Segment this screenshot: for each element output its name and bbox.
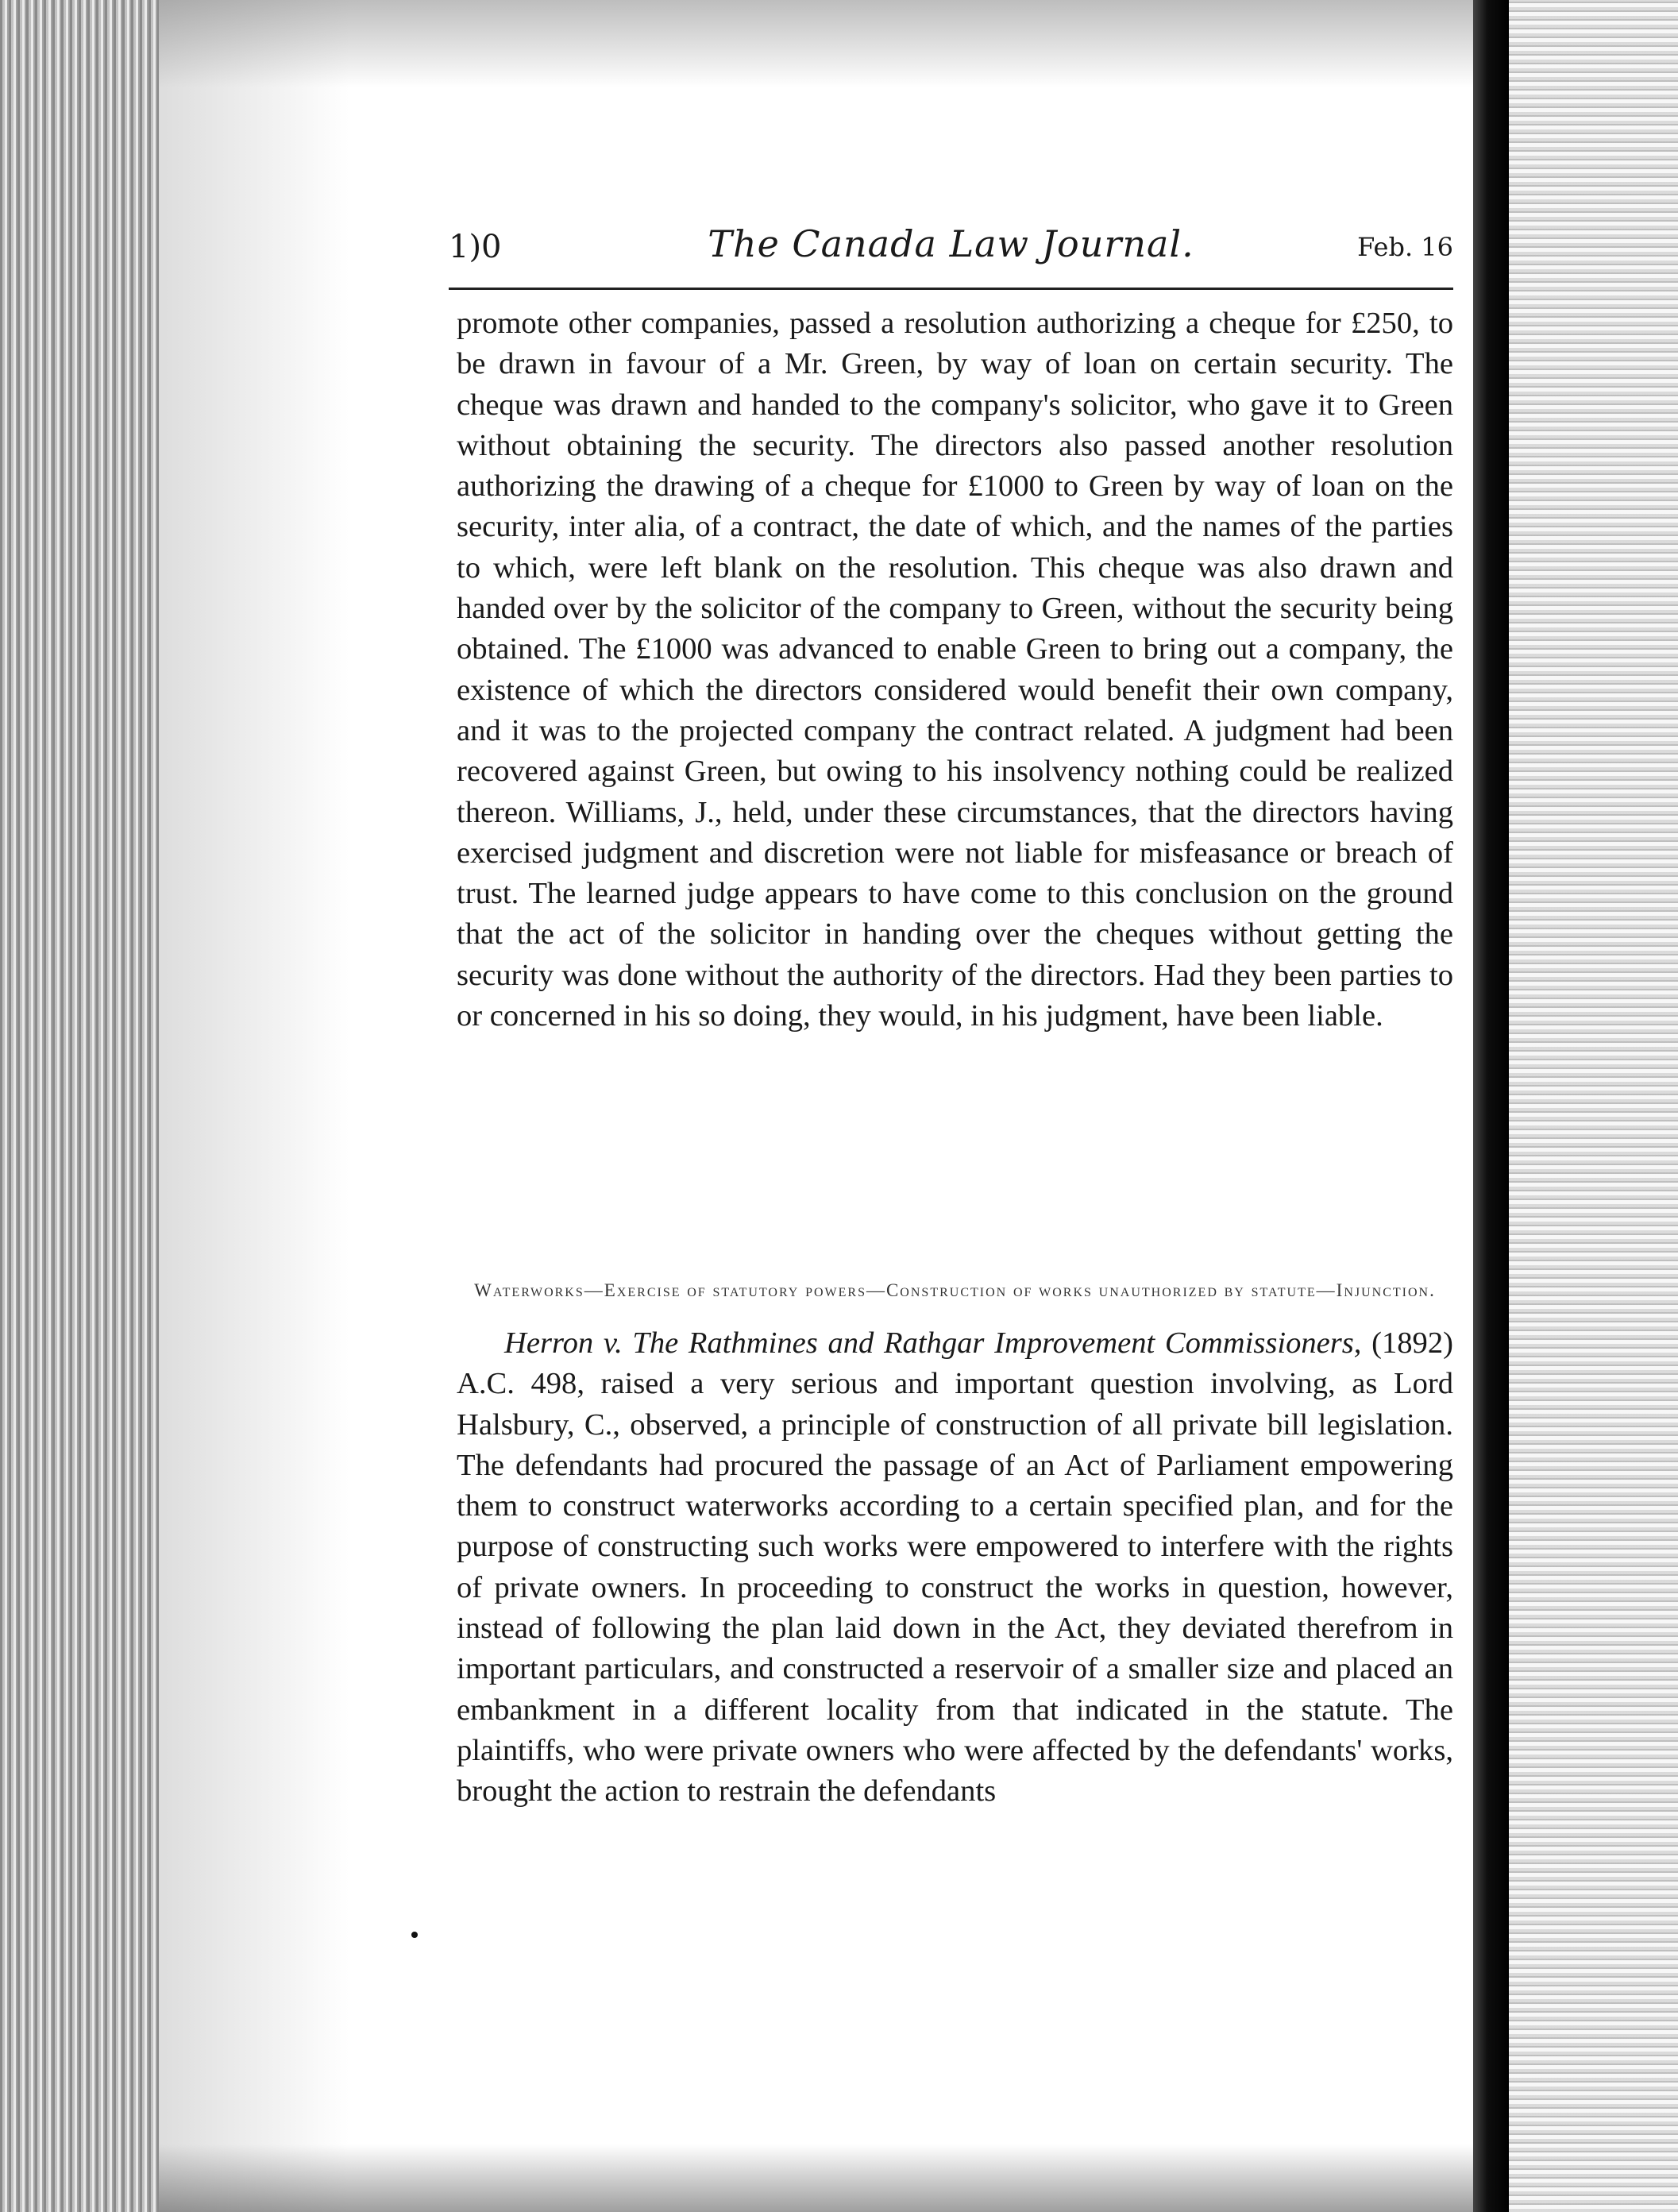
body-paragraph-2-text: (1892) A.C. 498, raised a very serious and important question involving, as Lord Halsbury, C., observed, a principle of construction of all private bill legislation. The defendants had procured the passage of an Act of Parliament empowering them to construct waterworks according to a certain specified plan, and for the purpose of constructing such works were empowered to interfere with the rights of private owners. In proceeding to construct the works in question, however, instead of following the plan laid down in the Act, they deviated therefrom in important particulars, and constructed a reservoir of a smaller size and placed an embankment in a different locality from that indicated in the statute. The plaintiffs, who were private owners who were affected by the defendants' works, brought the action to restrain the defendants — [457, 1326, 1453, 1809]
margin-mark — [411, 1932, 418, 1938]
scan-shadow-bottom — [159, 2144, 1509, 2212]
scan-shadow-top — [159, 0, 1477, 87]
scan-shadow-left — [159, 0, 349, 2212]
body-paragraph-1: promote other companies, passed a resolution authorizing a cheque for £250, to be drawn in favour of a Mr. Green, by way of loan on certain security. The cheque was drawn and handed to the company's solicitor, who gave it to Green without obtaining the security. The directors also passed another resolution authorizing the drawing of a cheque for £1000 to Green by way of loan on the security, inter alia, of a contract, the date of which, and the names of the parties to which, were left blank on the resolution. This cheque was also drawn and handed over by the solicitor of the company to Green, without the security being obtained. The £1000 was advanced to enable Green to bring out a company, the existence of which the directors considered would benefit their own company, and it was to the projected company the contract related. A judgment had been recovered against Green, but owing to his insolvency nothing could be realized thereon. Williams, J., held, under these circumstances, that the directors having exercised judgment and discretion were not liable for misfeasance or breach of trust. The learned judge appears to have come to this conclusion on the ground that the act of the solicitor in handing over the cheques without getting the security was done without the authority of the directors. Had they been parties to or concerned in his so doing, they would, in his judgment, have been liable. — [457, 307, 1453, 1033]
case-name: Herron v. The Rathmines and Rathgar Improvement Commissioners, — [504, 1326, 1362, 1360]
journal-title: The Canada Law Journal. — [708, 222, 1194, 265]
page-number: 1)0 — [449, 229, 502, 265]
page-header — [449, 222, 1453, 270]
section-subheading: Waterworks—Exercise of statutory powers—Construction of works unauthorized by statute—Injunction. — [474, 1280, 1436, 1300]
header-rule — [449, 288, 1453, 290]
scan-margin-right — [1509, 0, 1678, 2212]
scan-binding-left — [0, 0, 159, 2212]
body-paragraph-2 — [457, 1323, 1453, 1812]
issue-date: Feb. 16 — [1357, 232, 1453, 262]
scan-edge-right — [1473, 0, 1509, 2212]
